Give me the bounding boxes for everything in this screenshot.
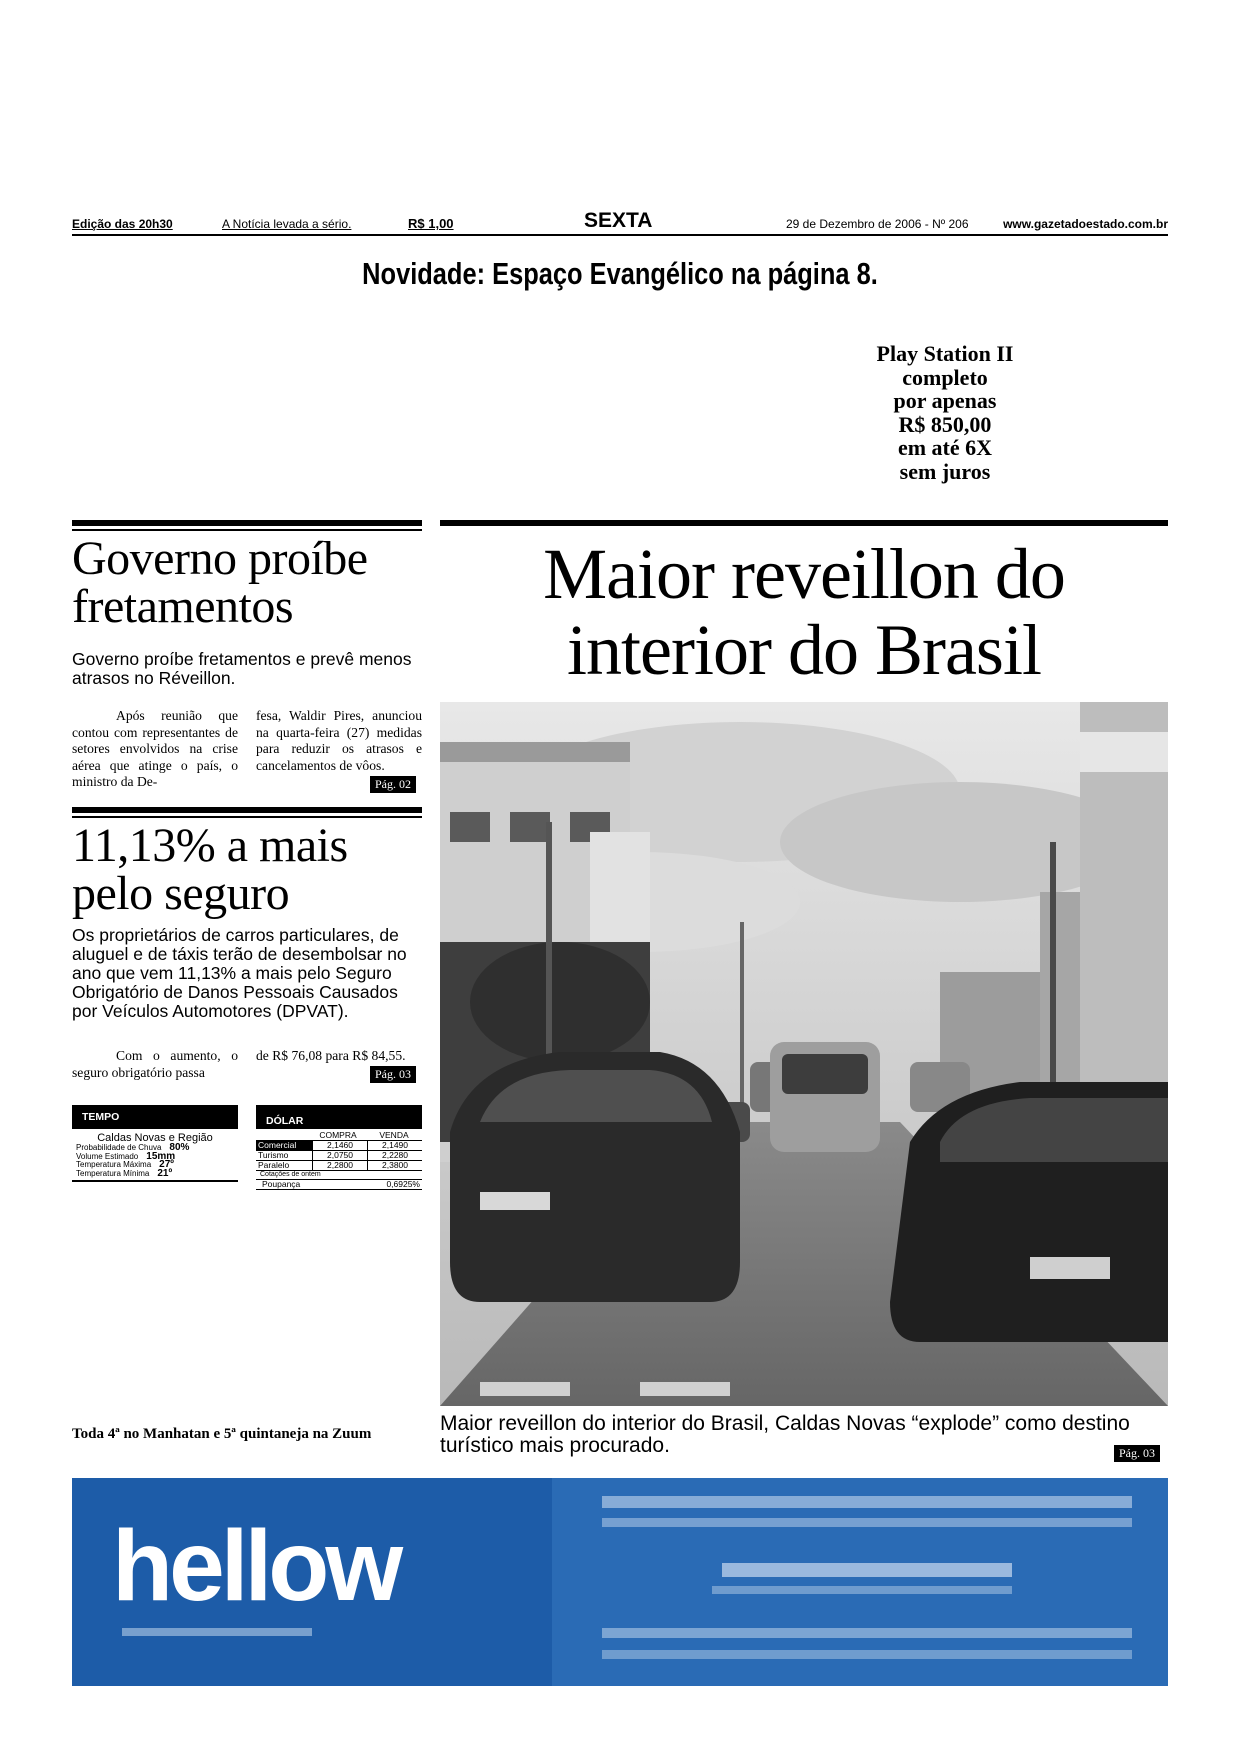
rule [440, 520, 1168, 526]
rate-label: Comercial [256, 1141, 312, 1150]
weather-box [72, 1105, 238, 1182]
story1-headline[interactable] [72, 532, 422, 633]
banner-headline: Novidade: Espaço Evangélico na página 8. [362, 256, 878, 291]
story2-col1: Com o aumento, o seguro obrigatório passa [72, 1048, 238, 1080]
promo-line: em até 6X [897, 435, 993, 460]
main-photo[interactable] [440, 702, 1168, 1406]
weather-label: Volume Estimado [76, 1151, 139, 1161]
headline-line: 11,13% a mais [72, 819, 348, 872]
promo-line: sem juros [899, 458, 991, 484]
edition-time: Edição das 20h30 [72, 217, 173, 231]
story2-page-ref[interactable]: Pág. 03 [370, 1066, 416, 1083]
currency-note: Cotações de ontem [260, 1171, 321, 1178]
rate-label: Paralelo [258, 1160, 290, 1170]
promo-line: completo [902, 364, 988, 390]
headline-line: pelo seguro [72, 867, 290, 920]
headline-line: fretamentos [72, 580, 294, 633]
rate-venda: 2,2280 [367, 1151, 422, 1160]
rate-label: Turismo [258, 1150, 289, 1160]
weather-value: 80% [169, 1142, 190, 1153]
ad-logo: hellow [112, 1510, 400, 1622]
rate-compra: 2,1460 [312, 1141, 367, 1150]
headline-line: Maior reveillon do [543, 534, 1065, 614]
rule [72, 807, 422, 813]
street-scene-image [440, 702, 1168, 1406]
promo-block [800, 342, 1090, 483]
weather-region: Caldas Novas e Região [97, 1132, 213, 1144]
weather-label: Temperatura Mínima [76, 1168, 150, 1178]
date-issue: 29 de Dezembro de 2006 - Nº 206 [786, 217, 969, 231]
footer-left-note: Toda 4ª no Manhatan e 5ª quintaneja na Zuum [72, 1426, 372, 1442]
headline-line: Governo proíbe [72, 532, 368, 585]
currency-title: DÓLAR [256, 1105, 422, 1129]
weather-title: TEMPO [72, 1105, 238, 1129]
rule [72, 520, 422, 526]
hellow-ad[interactable] [72, 1478, 1168, 1686]
savings-value: 0,6925% [386, 1179, 420, 1189]
currency-box [256, 1105, 422, 1190]
col-header-compra: COMPRA [319, 1130, 357, 1140]
weather-label: Probabilidade de Chuva [76, 1143, 162, 1152]
headline-line: interior do Brasil [567, 610, 1041, 690]
weather-value: 21º [157, 1167, 173, 1179]
story1-col1: Após reunião que contou com representantes de setores envolvidos na crise aérea que atinge o país, o ministro da De- [72, 708, 238, 789]
website-link[interactable]: www.gazetadoestado.com.br [1003, 217, 1168, 231]
rate-venda: 2,3800 [367, 1161, 422, 1170]
rate-compra: 2,2800 [312, 1161, 367, 1170]
main-headline[interactable] [440, 536, 1168, 688]
col-header-venda: VENDA [379, 1130, 409, 1140]
story2-headline[interactable] [72, 819, 422, 920]
savings-label: Poupança [262, 1179, 301, 1189]
promo-line: R$ 850,00 [898, 411, 992, 437]
weather-label: Temperatura Máxima [76, 1160, 152, 1169]
story1-page-ref[interactable]: Pág. 02 [370, 776, 416, 793]
main-page-ref[interactable]: Pág. 03 [1114, 1445, 1160, 1462]
main-photo-caption: Maior reveillon do interior do Brasil, Caldas Novas “explode” como destino turístico mais procurado. [440, 1412, 1130, 1457]
rule [72, 529, 422, 531]
slogan: A Notícia levada a sério. [222, 217, 352, 231]
rate-compra: 2,0750 [312, 1151, 367, 1160]
price: R$ 1,00 [408, 216, 454, 231]
promo-line: por apenas [893, 388, 997, 413]
promo-line: Play Station II [876, 341, 1014, 366]
rate-venda: 2,1490 [367, 1141, 422, 1150]
story2-col2: de R$ 76,08 para R$ 84,55. [256, 1048, 406, 1063]
rule [72, 816, 422, 818]
weather-value: 15mm [146, 1150, 176, 1162]
story1-col2: fesa, Waldir Pires, anunciou na quarta-feira (27) medidas para reduzir os atrasos e cancelamentos de vôos. [256, 708, 422, 773]
masthead-strip [72, 204, 1168, 236]
story2-dek: Os proprietários de carros particulares, de aluguel e de táxis terão de desembolsar no ano que vem 11,13% a mais pelo Seguro Obrigatório de Danos Pessoais Causados por Veículos Automotores (DPVAT). [72, 925, 407, 1021]
weekday: SEXTA [584, 209, 653, 232]
weather-value: 27º [159, 1159, 174, 1170]
story1-dek: Governo proíbe fretamentos e prevê menos atrasos no Réveillon. [72, 649, 412, 688]
